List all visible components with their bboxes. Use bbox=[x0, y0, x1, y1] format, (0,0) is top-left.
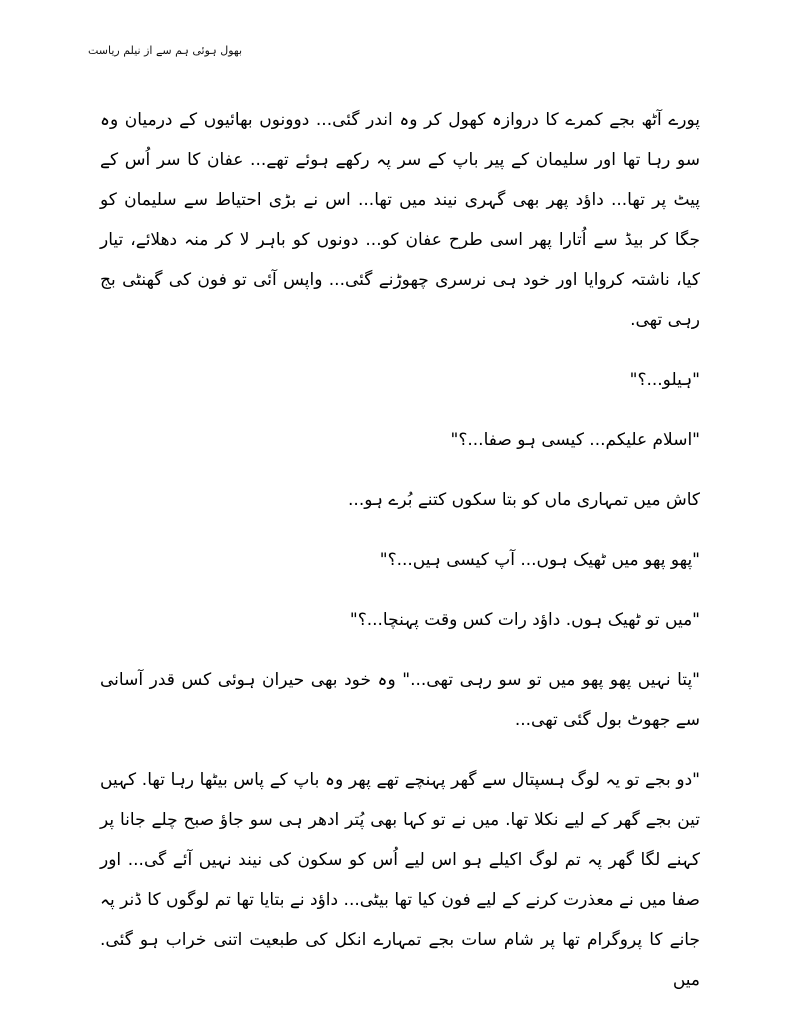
dialogue-line: "ہیلو...؟" bbox=[629, 370, 700, 390]
paragraph-opening: پورے آٹھ بجے کمرے کا دروازہ کھول کر وہ اندر گئی... دوونوں بھائیوں کے درمیان وہ سو رہا تھا اور سلیمان کے پیر باپ کے سر پہ رکھے ہوئے تھے... عفان کا سر اُس کے پیٹ پر تھا... داؤد پھر بھی گہری نیند میں تھا... اس نے بڑی احتیاط سے سلیمان کو جگا کر بیڈ سے اُتارا پھر اسی طرح عفان کو... دونوں کو باہر لا کر منہ دھلائے، تیار کیا، ناشتہ کروایا اور خود ہی نرسری چھوڑنے گئی... واپس آئی تو فون کی گھنٹی بج رہی تھی. bbox=[100, 110, 700, 330]
document-body bbox=[100, 100, 700, 1000]
dialogue-line: "پھو پھو میں ٹھیک ہوں... آپ کیسی ہیں...؟" bbox=[379, 550, 700, 570]
dialogue-paragraph: "پتا نہیں پھو پھو میں تو سو رہی تھی..." وہ خود بھی حیران ہوئی کس قدر آسانی سے جھوٹ بول گئی تھی... bbox=[100, 670, 700, 730]
dialogue-line: "اسلام علیکم... کیسی ہو صفا...؟" bbox=[450, 430, 700, 450]
dialogue-line: "میں تو ٹھیک ہوں. داؤد رات کس وقت پہنچا...؟" bbox=[349, 610, 700, 630]
running-header: بھول ہوئی ہم سے از نیلم ریاست bbox=[88, 44, 243, 57]
dialogue-paragraph: "دو بجے تو یہ لوگ ہسپتال سے گھر پہنچے تھے پھر وہ باپ کے پاس بیٹھا رہا تھا. کہیں تین بجے گھر کے لیے نکلا تھا. میں نے تو کہا بھی پُتر ادھر ہی سو جاؤ صبح چلے جانا پر کہنے لگا گھر پہ تم لوگ اکیلے ہو اس لیے اُس کو سکون کی نیند نہیں آئے گی... اور صفا میں نے معذرت کرنے کے لیے فون کیا تھا بیٹی... داؤد نے بتایا تھا تم لوگوں کا ڈنر پہ جانے کا پروگرام تھا پر شام سات بجے تمہارے انکل کی طبعیت اتنی خراب ہو گئی. میں bbox=[100, 770, 700, 990]
narration-line: کاش میں تمہاری ماں کو بتا سکوں کتنے بُرے ہو... bbox=[348, 490, 700, 510]
